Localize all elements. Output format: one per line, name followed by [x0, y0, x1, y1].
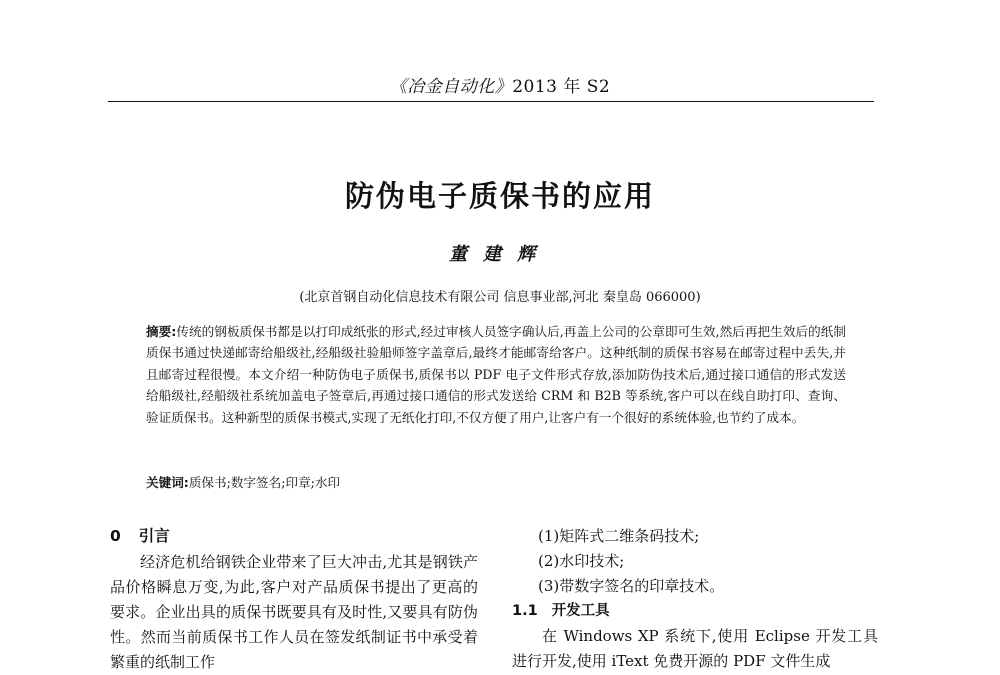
keywords-text: 质保书;数字签名;印章;水印 [188, 475, 341, 490]
paper-title: 防伪电子质保书的应用 [344, 179, 655, 213]
author-affiliation: (北京首钢自动化信息技术有限公司 信息事业部,河北 秦皇岛 066000) [299, 290, 701, 305]
subsection-number: 1.1 [512, 603, 538, 619]
list-item: (3)带数字签名的印章技术。 [538, 577, 725, 595]
keywords-label: 关键词: [146, 475, 189, 490]
journal-name: 《冶金自动化》 [389, 77, 513, 97]
subsection-heading [512, 599, 878, 624]
right-column [512, 524, 878, 674]
journal-header [0, 72, 1000, 97]
list-item: (1)矩阵式二维条码技术; [538, 527, 700, 545]
tools-paragraph: 在 Windows XP 系统下,使用 Eclipse 开发工具进行开发,使用 iText 免费开源的 PDF 文件生成 [512, 627, 878, 670]
section-title: 引言 [138, 527, 170, 545]
abstract-text: 传统的钢板质保书都是以打印成纸张的形式,经过审核人员签字确认后,再盖上公司的公章即可生效,然后再把生效后的纸制质保书通过快递邮寄给船级社,经船级社验船师签字盖章后,最终才能邮寄给客户。这种纸制的质保书容易在邮寄过程中丢失,并且邮寄过程很慢。本文介绍一种防伪电子质保书,质保书以 PDF 电子文件形式存放,添加防伪技术后,通过接口通信的形式发送给船级社,经船级社系统加盖电子签章后,再通过接口通信的形式发送给 CRM 和 B2B 等系统,客户可以在线自助打印、查询、验证质保书。这种新型的质保书模式,实现了无纸化打印,不仅方便了用户,让客户有一个很好的系统体验,也节约了成本。 [146, 324, 846, 425]
subsection-title: 开发工具 [551, 603, 610, 619]
abstract [146, 321, 846, 428]
paper-author: 董建辉 [449, 244, 551, 265]
header-rule [108, 101, 874, 102]
section-heading [110, 524, 478, 546]
intro-paragraph: 经济危机给钢铁企业带来了巨大冲击,尤其是钢铁产品价格瞬息万变,为此,客户对产品质保书提出了更高的要求。企业出具的质保书既要具有及时性,又要具有防伪性。然而当前质保书工作人员在签发纸制证书中承受着繁重的纸制工作 [110, 553, 478, 671]
section-number: 0 [110, 527, 121, 545]
abstract-label: 摘要: [146, 324, 177, 339]
left-column [110, 524, 478, 675]
journal-issue: 2013 年 S2 [512, 77, 611, 97]
keywords [146, 472, 846, 491]
list-item: (2)水印技术; [538, 552, 625, 570]
